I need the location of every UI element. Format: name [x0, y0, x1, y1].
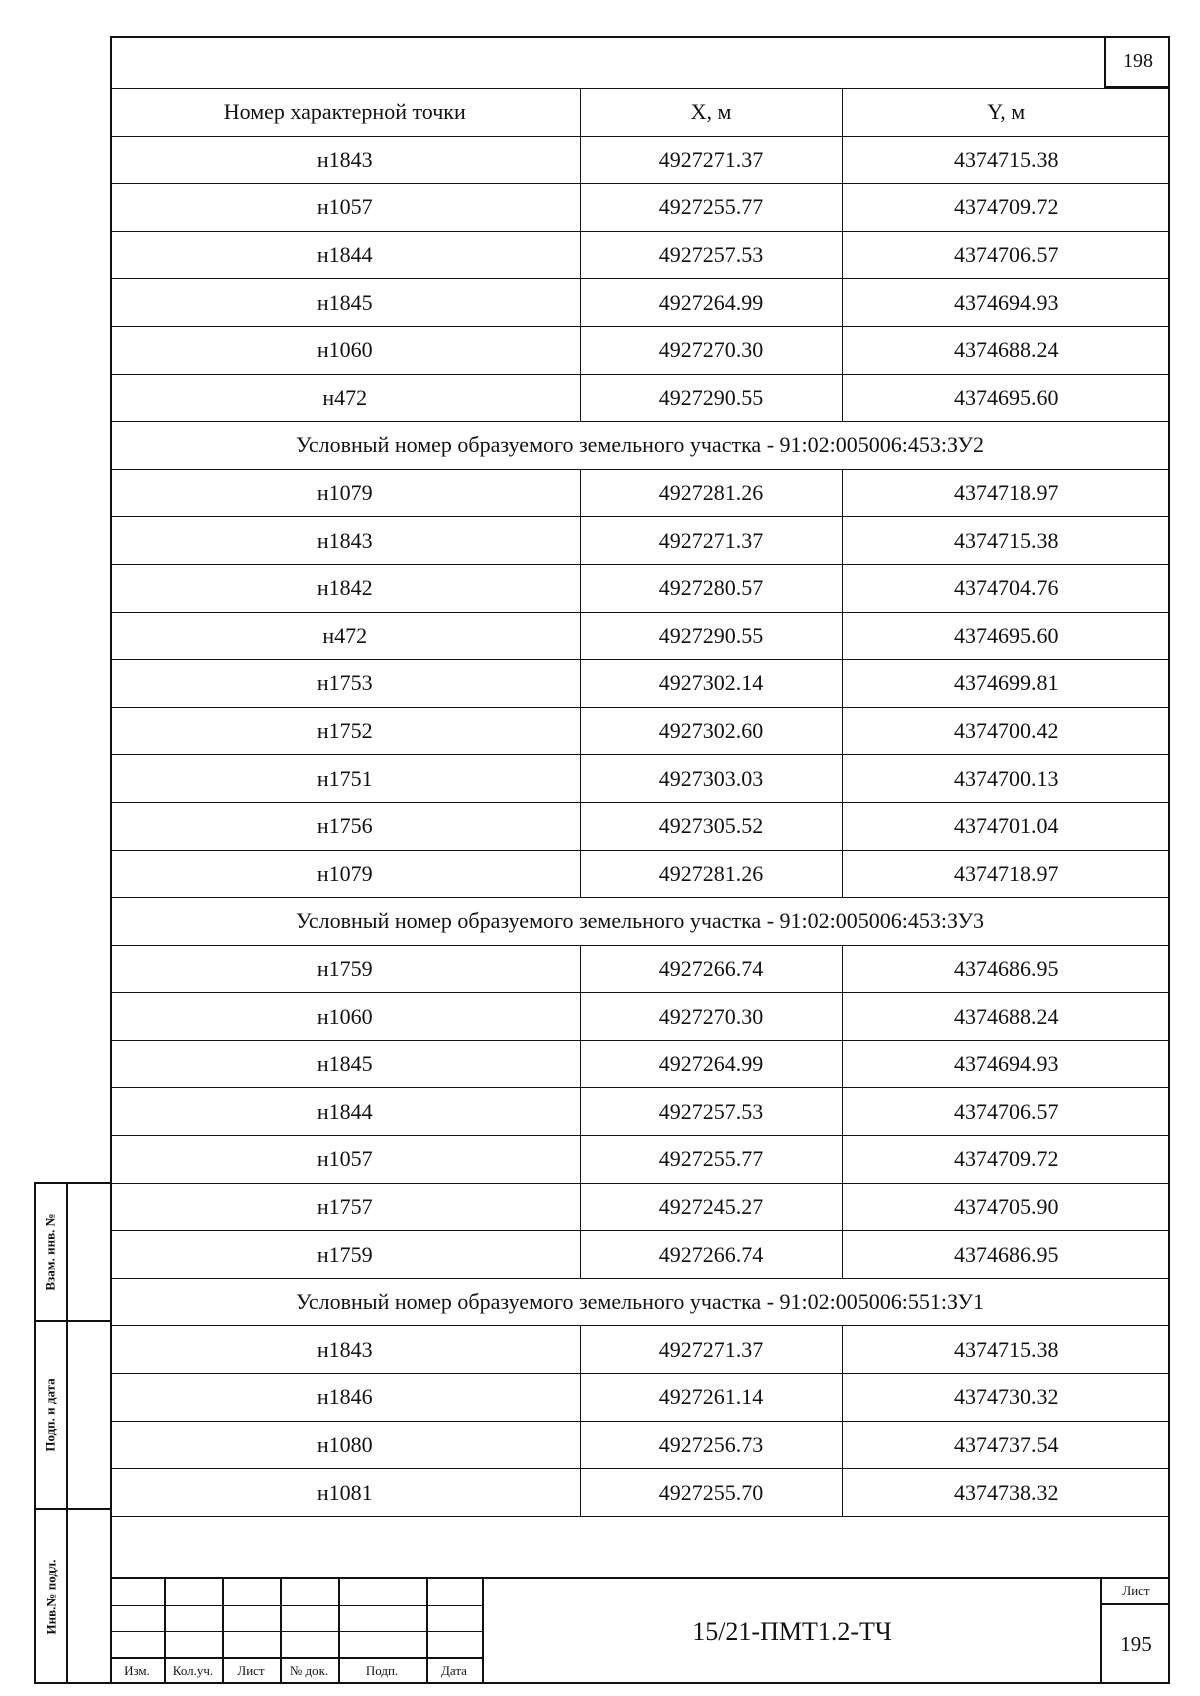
- side-stamp: [34, 1182, 110, 1684]
- point-cell: н472: [110, 374, 580, 422]
- x-cell: 4927271.37: [580, 517, 842, 565]
- side-field-original-inv: [68, 1510, 112, 1684]
- x-cell: 4927257.53: [580, 1088, 842, 1136]
- point-cell: н1844: [110, 1088, 580, 1136]
- section-row: [110, 898, 1170, 946]
- table-row: [110, 1326, 1170, 1374]
- x-cell: 4927264.99: [580, 279, 842, 327]
- x-cell: 4927305.52: [580, 802, 842, 850]
- point-cell: н1752: [110, 707, 580, 755]
- section-row: [110, 422, 1170, 470]
- stamp-label-date: Дата: [441, 1663, 467, 1678]
- x-cell: 4927290.55: [580, 374, 842, 422]
- table-row: [110, 469, 1170, 517]
- side-label-original-inv: Инв.№ подл.: [43, 1559, 59, 1635]
- point-cell: н1759: [110, 945, 580, 993]
- point-cell: н1845: [110, 279, 580, 327]
- table-row: [110, 136, 1170, 184]
- table-row: [110, 374, 1170, 422]
- y-cell: 4374695.60: [842, 612, 1170, 660]
- point-cell: н1843: [110, 1326, 580, 1374]
- x-cell: 4927271.37: [580, 136, 842, 184]
- x-cell: 4927290.55: [580, 612, 842, 660]
- y-cell: 4374706.57: [842, 231, 1170, 279]
- section-title: Условный номер образуемого земельного участка - 91:02:005006:453:ЗУ3: [110, 898, 1170, 946]
- point-cell: н1843: [110, 136, 580, 184]
- table-row: [110, 326, 1170, 374]
- y-cell: 4374686.95: [842, 945, 1170, 993]
- document-code: 15/21-ПМТ1.2-ТЧ: [482, 1579, 1102, 1684]
- y-cell: 4374701.04: [842, 802, 1170, 850]
- header-point: Номер характерной точки: [110, 89, 580, 137]
- table-body: [110, 136, 1170, 1516]
- side-label-replaced-inv: Взам. инв. №: [43, 1213, 59, 1291]
- y-cell: 4374709.72: [842, 184, 1170, 232]
- table-row: [110, 517, 1170, 565]
- y-cell: 4374715.38: [842, 136, 1170, 184]
- table-row: [110, 755, 1170, 803]
- table-row: [110, 1421, 1170, 1469]
- x-cell: 4927271.37: [580, 1326, 842, 1374]
- table-row: [110, 1374, 1170, 1422]
- section-title: Условный номер образуемого земельного участка - 91:02:005006:453:ЗУ2: [110, 422, 1170, 470]
- table-row: [110, 231, 1170, 279]
- y-cell: 4374705.90: [842, 1183, 1170, 1231]
- side-cell-sign-date: [36, 1322, 66, 1510]
- x-cell: 4927266.74: [580, 945, 842, 993]
- point-cell: н1845: [110, 1040, 580, 1088]
- table-row: [110, 612, 1170, 660]
- point-cell: н1081: [110, 1469, 580, 1517]
- page-number: 198: [1104, 36, 1170, 88]
- x-cell: 4927261.14: [580, 1374, 842, 1422]
- x-cell: 4927245.27: [580, 1183, 842, 1231]
- sheet-number: 195: [1120, 1632, 1152, 1656]
- y-cell: 4374688.24: [842, 993, 1170, 1041]
- table-row: [110, 1136, 1170, 1184]
- point-cell: н1080: [110, 1421, 580, 1469]
- side-field-replaced-inv: [68, 1184, 112, 1322]
- y-cell: 4374706.57: [842, 1088, 1170, 1136]
- sheet-label: Лист: [1102, 1579, 1170, 1605]
- point-cell: н1844: [110, 231, 580, 279]
- x-cell: 4927281.26: [580, 469, 842, 517]
- y-cell: 4374694.93: [842, 1040, 1170, 1088]
- section-row: [110, 1278, 1170, 1326]
- table-row: [110, 1088, 1170, 1136]
- x-cell: 4927280.57: [580, 564, 842, 612]
- x-cell: 4927255.77: [580, 1136, 842, 1184]
- table-row: [110, 945, 1170, 993]
- table-row: [110, 802, 1170, 850]
- y-cell: 4374704.76: [842, 564, 1170, 612]
- x-cell: 4927270.30: [580, 993, 842, 1041]
- section-title: Условный номер образуемого земельного участка - 91:02:005006:551:ЗУ1: [110, 1278, 1170, 1326]
- point-cell: н1060: [110, 326, 580, 374]
- x-cell: 4927256.73: [580, 1421, 842, 1469]
- y-cell: 4374700.42: [842, 707, 1170, 755]
- side-label-sign-date: Подп. и дата: [43, 1378, 59, 1452]
- point-cell: н472: [110, 612, 580, 660]
- table-row: [110, 564, 1170, 612]
- table-header-row: [110, 89, 1170, 137]
- stamp-label-signature: Подп.: [365, 1663, 399, 1678]
- y-cell: 4374709.72: [842, 1136, 1170, 1184]
- y-cell: 4374686.95: [842, 1231, 1170, 1279]
- y-cell: 4374715.38: [842, 1326, 1170, 1374]
- x-cell: 4927255.70: [580, 1469, 842, 1517]
- y-cell: 4374730.32: [842, 1374, 1170, 1422]
- title-block: [110, 1577, 1170, 1684]
- side-field-sign-date: [68, 1322, 112, 1510]
- point-cell: н1842: [110, 564, 580, 612]
- table-row: [110, 850, 1170, 898]
- y-cell: 4374738.32: [842, 1469, 1170, 1517]
- stamp-label-doc-no: № док.: [289, 1663, 329, 1678]
- side-cell-original-inv: [36, 1510, 66, 1684]
- y-cell: 4374694.93: [842, 279, 1170, 327]
- point-cell: н1757: [110, 1183, 580, 1231]
- table-row: [110, 1469, 1170, 1517]
- x-cell: 4927257.53: [580, 231, 842, 279]
- table-row: [110, 184, 1170, 232]
- x-cell: 4927281.26: [580, 850, 842, 898]
- y-cell: 4374699.81: [842, 660, 1170, 708]
- table-row: [110, 1040, 1170, 1088]
- table-row: [110, 660, 1170, 708]
- header-y: Y, м: [842, 89, 1170, 137]
- point-cell: н1753: [110, 660, 580, 708]
- y-cell: 4374695.60: [842, 374, 1170, 422]
- stamp-label-change: Изм.: [124, 1663, 150, 1678]
- y-cell: 4374688.24: [842, 326, 1170, 374]
- point-cell: н1759: [110, 1231, 580, 1279]
- point-cell: н1751: [110, 755, 580, 803]
- stamp-label-count: Кол.уч.: [172, 1663, 214, 1678]
- y-cell: 4374715.38: [842, 517, 1170, 565]
- side-cell-replaced-inv: [36, 1184, 66, 1322]
- stamp-label-sheet: Лист: [237, 1663, 265, 1678]
- title-block-grid: [110, 1579, 480, 1684]
- table-row: [110, 993, 1170, 1041]
- y-cell: 4374700.13: [842, 755, 1170, 803]
- point-cell: н1057: [110, 184, 580, 232]
- coordinates-table: [110, 88, 1170, 1517]
- x-cell: 4927266.74: [580, 1231, 842, 1279]
- x-cell: 4927303.03: [580, 755, 842, 803]
- table-row: [110, 1231, 1170, 1279]
- x-cell: 4927302.14: [580, 660, 842, 708]
- point-cell: н1079: [110, 469, 580, 517]
- table-row: [110, 707, 1170, 755]
- table-row: [110, 1183, 1170, 1231]
- point-cell: н1843: [110, 517, 580, 565]
- point-cell: н1057: [110, 1136, 580, 1184]
- point-cell: н1846: [110, 1374, 580, 1422]
- x-cell: 4927264.99: [580, 1040, 842, 1088]
- table-row: [110, 279, 1170, 327]
- point-cell: н1756: [110, 802, 580, 850]
- y-cell: 4374718.97: [842, 850, 1170, 898]
- x-cell: 4927302.60: [580, 707, 842, 755]
- y-cell: 4374718.97: [842, 469, 1170, 517]
- point-cell: н1079: [110, 850, 580, 898]
- x-cell: 4927255.77: [580, 184, 842, 232]
- header-x: X, м: [580, 89, 842, 137]
- x-cell: 4927270.30: [580, 326, 842, 374]
- point-cell: н1060: [110, 993, 580, 1041]
- y-cell: 4374737.54: [842, 1421, 1170, 1469]
